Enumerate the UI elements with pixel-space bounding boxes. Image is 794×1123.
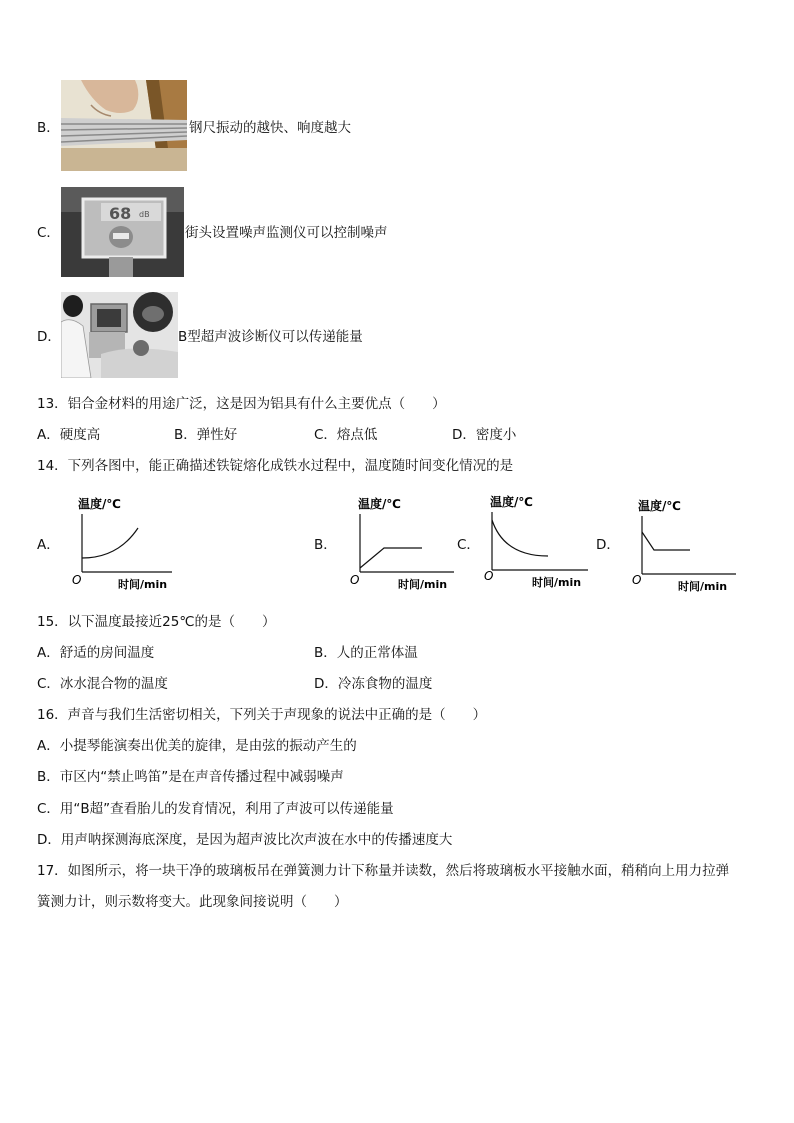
graph-b-origin: O <box>350 573 360 587</box>
q14-graph-c <box>476 490 596 590</box>
meter-unit: dB <box>139 210 150 219</box>
q12-option-b-text: 钢尺振动的越快、响度越大 <box>189 120 351 136</box>
meter-reading: 68 <box>109 204 132 223</box>
q16-option-a: A．小提琴能演奏出优美的旋律，是由弦的振动产生的 <box>37 738 357 754</box>
q14-option-d-letter: D． <box>596 537 620 553</box>
q16-option-d: D．用声呐探测海底深度，是因为超声波比次声波在水中的传播速度大 <box>37 832 453 848</box>
q13-option-a: A．硬度高 <box>37 427 101 443</box>
q14-option-b-letter: B． <box>314 537 337 553</box>
graph-c-curve <box>492 520 548 556</box>
q14-graph-b <box>342 492 462 592</box>
graph-a-curve <box>82 528 138 558</box>
graph-a-origin: O <box>72 573 82 587</box>
q13-stem: 13．铝合金材料的用途广泛，这是因为铝具有什么主要优点（ ） <box>37 396 446 412</box>
q12-option-b-letter: B． <box>37 120 60 136</box>
graph-b-curve <box>360 548 422 568</box>
graph-b-x-label: 时间/min <box>398 578 448 591</box>
q12-option-c-text: 街头设置噪声监测仪可以控制噪声 <box>185 225 388 241</box>
q15-option-d: D．冷冻食物的温度 <box>314 676 433 692</box>
graph-c-x-label: 时间/min <box>532 576 582 589</box>
q15-option-c: C．冰水混合物的温度 <box>37 676 168 692</box>
q13-option-c: C．熔点低 <box>314 427 378 443</box>
graph-d-x-label: 时间/min <box>678 580 728 593</box>
q13-option-b: B．弹性好 <box>174 427 238 443</box>
steel-ruler-photo <box>61 80 187 171</box>
graph-c-y-label: 温度/℃ <box>490 495 533 509</box>
q16-stem: 16．声音与我们生活密切相关，下列关于声现象的说法中正确的是（ ） <box>37 707 487 723</box>
q15-option-a: A．舒适的房间温度 <box>37 645 155 661</box>
q12-option-d-letter: D． <box>37 329 61 345</box>
graph-d-y-label: 温度/℃ <box>638 499 681 513</box>
q17-stem-line1: 17．如图所示，将一块干净的玻璃板吊在弹簧测力计下称量并读数，然后将玻璃板水平接触水面，稍稍向上用力拉弹 <box>37 863 730 879</box>
q17-stem-line2: 簧测力计，则示数将变大。此现象间接说明（ ） <box>37 894 348 910</box>
q14-stem: 14．下列各图中，能正确描述铁锭熔化成铁水过程中，温度随时间变化情况的是 <box>37 458 514 474</box>
q14-graph-d <box>624 494 744 594</box>
graph-a-x-label: 时间/min <box>118 578 168 591</box>
q13-option-d: D．密度小 <box>452 427 517 443</box>
q16-option-b: B．市区内“禁止鸣笛”是在声音传播过程中减弱噪声 <box>37 769 344 785</box>
graph-d-origin: O <box>632 573 642 587</box>
q14-graph-a <box>60 492 180 592</box>
q14-option-a-letter: A． <box>37 537 60 553</box>
q14-option-c-letter: C． <box>457 537 480 553</box>
q15-stem: 15．以下温度最接近25℃的是（ ） <box>37 614 276 630</box>
q12-option-c-letter: C． <box>37 225 60 241</box>
graph-a-y-label: 温度/℃ <box>78 497 121 511</box>
graph-b-y-label: 温度/℃ <box>358 497 401 511</box>
noise-monitor-photo <box>61 187 184 277</box>
q12-option-d-text: B型超声波诊断仪可以传递能量 <box>178 329 363 345</box>
ultrasound-photo <box>61 292 178 378</box>
q15-option-b: B．人的正常体温 <box>314 645 418 661</box>
graph-d-curve <box>642 532 690 550</box>
q16-option-c: C．用“B超”查看胎儿的发育情况，利用了声波可以传递能量 <box>37 801 394 817</box>
graph-c-origin: O <box>484 569 494 583</box>
